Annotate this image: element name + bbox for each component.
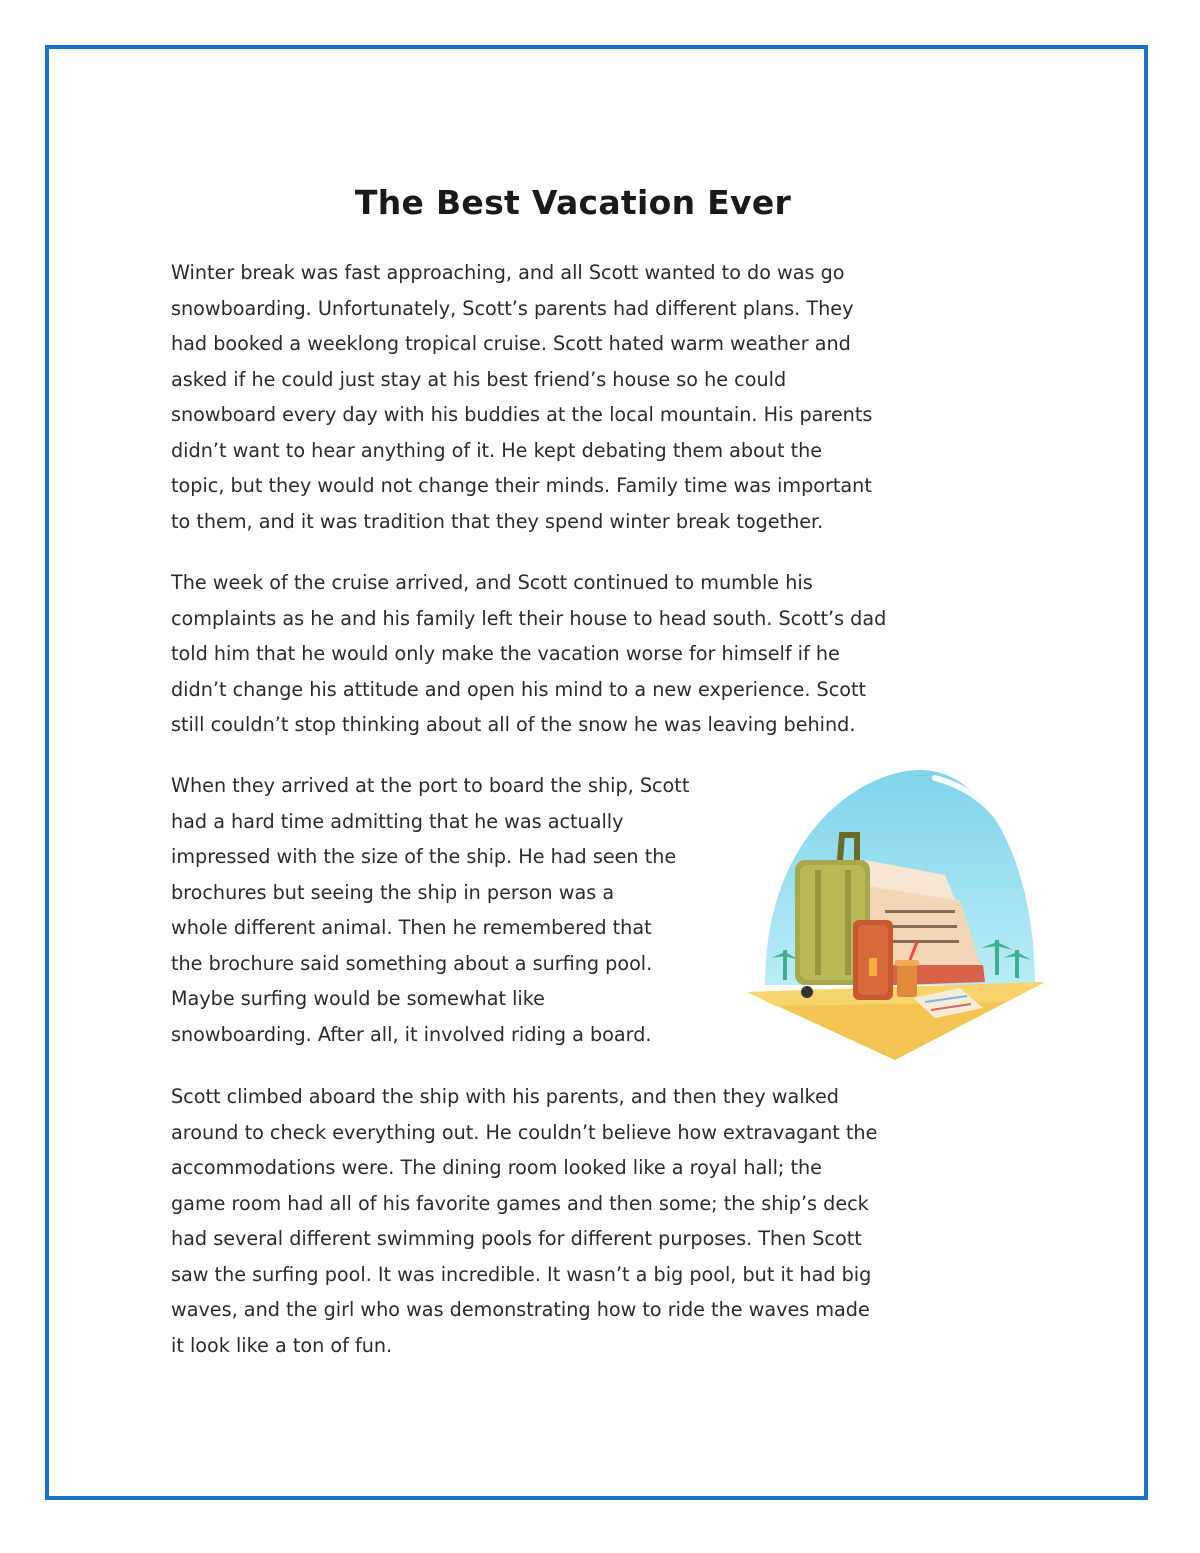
paragraph-line: didn’t want to hear anything of it. He kept debating them about the (171, 438, 823, 462)
paragraph-line: had a hard time admitting that he was actually (171, 809, 624, 833)
paragraph-line: around to check everything out. He couldn’t believe how extravagant the (171, 1120, 878, 1144)
paragraph-line: had booked a weeklong tropical cruise. Scott hated warm weather and (171, 332, 851, 355)
document-title: The Best Vacation Ever (354, 183, 792, 222)
paragraph-line: the brochure said something about a surfing pool. (171, 951, 653, 975)
paragraph-line: accommodations were. The dining room looked like a royal hall; the (171, 1156, 822, 1179)
paragraph-line: waves, and the girl who was demonstrating how to ride the waves made (171, 1298, 870, 1321)
paragraph-line: still couldn’t stop thinking about all of the snow he was leaving behind. (171, 713, 856, 736)
paragraph-line: snowboard every day with his buddies at the local mountain. His parents (171, 403, 873, 426)
paragraph-line: snowboarding. After all, it involved riding a board. (171, 1022, 652, 1046)
paragraph-4 (171, 1079, 877, 1363)
cruise-luggage-illustration (745, 760, 1050, 1065)
paragraph-line: complaints as he and his family left their house to head south. Scott’s dad (171, 606, 887, 630)
paragraph-2 (171, 565, 886, 743)
paragraph-line: didn’t change his attitude and open his mind to a new experience. Scott (171, 677, 867, 701)
paragraph-line: Maybe surfing would be somewhat like (171, 987, 545, 1010)
paragraph-line: Winter break was fast approaching, and all Scott wanted to do was go (171, 261, 845, 284)
paragraph-line: it look like a ton of fun. (171, 1333, 393, 1357)
paragraph-line: asked if he could just stay at his best friend’s house so he could (171, 367, 787, 391)
paragraph-1 (171, 255, 872, 539)
paragraph-line: to them, and it was tradition that they spend winter break together. (171, 509, 824, 533)
paragraph-line: whole different animal. Then he remembered that (171, 916, 652, 939)
paragraph-line: Scott climbed aboard the ship with his parents, and then they walked (171, 1085, 839, 1108)
paragraph-line: snowboarding. Unfortunately, Scott’s parents had different plans. They (171, 296, 854, 320)
paragraph-line: saw the surfing pool. It was incredible. It wasn’t a big pool, but it had big (171, 1262, 872, 1286)
paragraph-line: brochures but seeing the ship in person was a (171, 880, 615, 904)
paragraph-line: When they arrived at the port to board the ship, Scott (171, 774, 690, 797)
paragraph-line: game room had all of his favorite games and then some; the ship’s deck (171, 1191, 869, 1215)
paragraph-line: told him that he would only make the vacation worse for himself if he (171, 642, 840, 665)
paragraph-3 (171, 768, 689, 1052)
paragraph-line: The week of the cruise arrived, and Scott continued to mumble his (171, 571, 813, 594)
paragraph-line: topic, but they would not change their minds. Family time was important (171, 474, 872, 497)
paragraph-line: impressed with the size of the ship. He had seen the (171, 845, 677, 868)
paragraph-line: had several different swimming pools for different purposes. Then Scott (171, 1227, 862, 1250)
